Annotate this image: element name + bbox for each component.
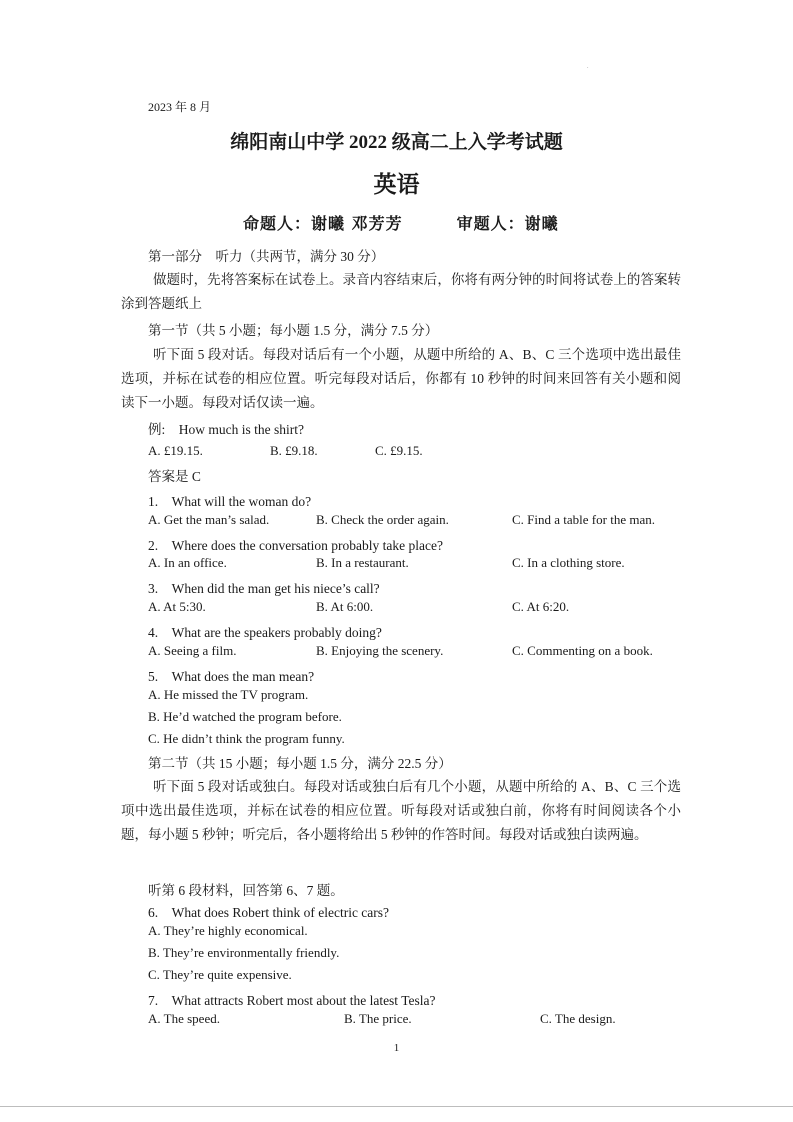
exam-authors xyxy=(243,211,559,234)
q4-option-a: A. Seeing a film. xyxy=(148,643,237,658)
question-6: 6. What does Robert think of electric cars? xyxy=(148,905,390,920)
q6-option-c: C. They’re quite expensive. xyxy=(148,967,292,982)
q1-option-b: B. Check the order again. xyxy=(316,512,449,527)
section2-instruction: 听下面 5 段对话或独白。每段对话或独白后有几个小题，从题中所给的 A、B、C 三个选项中选出最佳选项，并标在试卷的相应位置。听每段对话或独白前，你将有时间阅读各个小题，每小题 5 秒钟；听完后，各小题将给出 5 秒钟的作答时间。每段对话或独白读两遍。 xyxy=(121,779,681,842)
q3-option-b: B. At 6:00. xyxy=(316,599,374,614)
q3-option-c: C. At 6:20. xyxy=(512,599,570,614)
question-setter: 命题人：谢曦 邓芳芳 xyxy=(243,214,403,233)
q5-option-a: A. He missed the TV program. xyxy=(148,687,309,702)
example-question: 例: How much is the shirt? xyxy=(148,422,304,437)
example-option-c: C. £9.15. xyxy=(375,443,423,458)
part1-instruction: 做题时，先将答案标在试卷上。录音内容结束后，你将有两分钟的时间将试卷上的答案转涂到答题纸上 xyxy=(121,272,681,311)
section2-heading: 第二节（共 15 小题；每小题 1.5 分，满分 22.5 分） xyxy=(148,756,452,771)
question-5: 5. What does the man mean? xyxy=(148,669,315,684)
exam-date: 2023 年 8 月 xyxy=(148,100,212,114)
q4-option-b: B. Enjoying the scenery. xyxy=(316,643,444,658)
section1-heading: 第一节（共 5 小题；每小题 1.5 分，满分 7.5 分） xyxy=(148,323,439,338)
q7-option-c: C. The design. xyxy=(540,1011,616,1026)
q2-option-a: A. In an office. xyxy=(148,555,227,570)
q7-option-a: A. The speed. xyxy=(148,1011,220,1026)
q3-option-a: A. At 5:30. xyxy=(148,599,206,614)
page-bottom-divider xyxy=(0,1106,793,1107)
question-2: 2. Where does the conversation probably take place? xyxy=(148,538,444,553)
example-option-a: A. £19.15. xyxy=(148,443,203,458)
example-option-b: B. £9.18. xyxy=(270,443,318,458)
q1-option-c: C. Find a table for the man. xyxy=(512,512,655,527)
question-4: 4. What are the speakers probably doing? xyxy=(148,625,382,640)
part1-heading: 第一部分 听力（共两节，满分 30 分） xyxy=(148,249,385,264)
question-reviewer: 审题人：谢曦 xyxy=(456,214,559,233)
q5-option-c: C. He didn’t think the program funny. xyxy=(148,731,345,746)
q5-option-b: B. He’d watched the program before. xyxy=(148,709,342,724)
question-1: 1. What will the woman do? xyxy=(148,494,312,509)
section1-instruction: 听下面 5 段对话。每段对话后有一个小题，从题中所给的 A、B、C 三个选项中选出最佳选项，并标在试卷的相应位置。听完每段对话后，你都有 10 秒钟的时间来回答有关小题和阅读下一小题。每段对话仅读一遍。 xyxy=(121,347,681,410)
stray-dot: . xyxy=(587,64,589,70)
exam-title: 绵阳南山中学 2022 级高二上入学考试题 xyxy=(230,132,563,153)
page-number: 1 xyxy=(393,1042,400,1054)
q6-option-b: B. They’re environmentally friendly. xyxy=(148,945,340,960)
q2-option-c: C. In a clothing store. xyxy=(512,555,625,570)
q4-option-c: C. Commenting on a book. xyxy=(512,643,653,658)
q1-option-a: A. Get the man’s salad. xyxy=(148,512,270,527)
example-answer: 答案是 C xyxy=(148,469,201,484)
q2-option-b: B. In a restaurant. xyxy=(316,555,409,570)
q6-option-a: A. They’re highly economical. xyxy=(148,923,308,938)
material-6-note: 听第 6 段材料，回答第 6、7 题。 xyxy=(148,883,344,898)
exam-subject: 英语 xyxy=(373,172,420,197)
question-7: 7. What attracts Robert most about the latest Tesla? xyxy=(148,993,436,1008)
q7-option-b: B. The price. xyxy=(344,1011,412,1026)
question-3: 3. When did the man get his niece’s call? xyxy=(148,581,380,596)
